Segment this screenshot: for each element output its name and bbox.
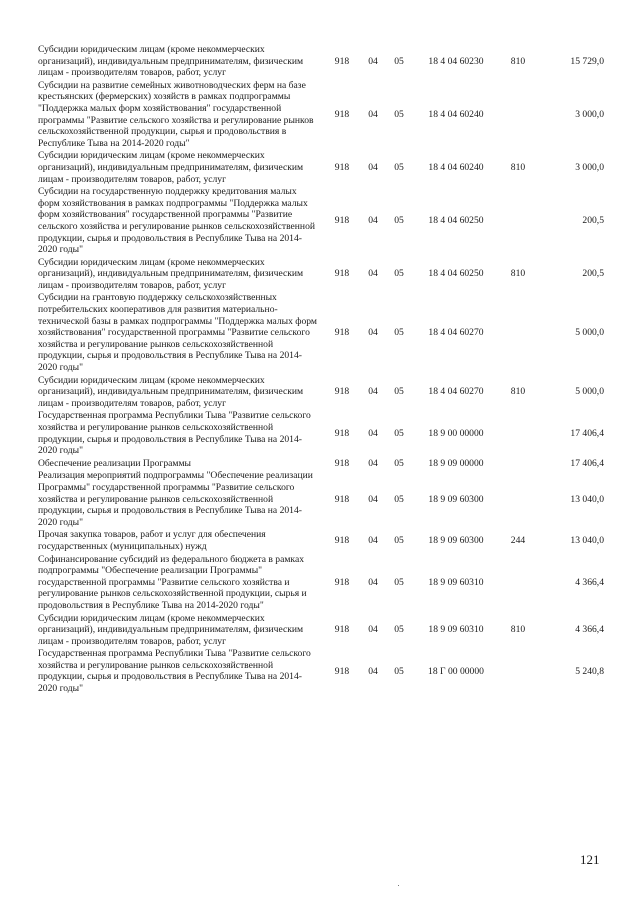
row-expense-type-code: 810 [510,55,526,67]
row-ministry-code: 918 [334,386,350,398]
row-ministry-code: 918 [334,215,350,227]
row-section-code: 04 [368,576,378,588]
row-amount: 4 366,4 [575,576,604,588]
row-subsection-code: 05 [394,327,404,339]
row-subsection-code: 05 [394,215,404,227]
row-target-code: 18 9 09 60310 [428,624,484,636]
row-target-code: 18 4 04 60250 [428,215,484,227]
row-expense-type-code [500,80,536,151]
row-amount: 5 000,0 [575,386,604,398]
table-row [38,529,604,553]
row-amount: 13 040,0 [570,535,604,547]
row-ministry-code: 918 [334,665,350,677]
row-amount: 5 240,8 [575,665,604,677]
row-subsection-code: 05 [394,108,404,120]
row-expense-type-code [500,458,536,471]
row-ministry-code: 918 [334,327,350,339]
row-section-code: 04 [368,55,378,67]
row-target-code: 18 9 09 60300 [428,535,484,547]
row-ministry-code: 918 [334,457,350,469]
row-expense-type-code: 810 [510,161,526,173]
row-target-code: 18 4 04 60250 [428,268,484,280]
row-section-code: 04 [368,427,378,439]
row-ministry-code: 918 [334,624,350,636]
budget-table [38,44,604,696]
row-section-code: 04 [368,535,378,547]
row-description: Субсидии на государственную поддержку кредитования малых форм хозяйствования в рамках подпрограммы "Поддержка малых форм хозяйствования" государственной программы "Развитие сельского хозяйства и регулирование рынков сельскохозяйственной продукции, сырья и продовольствия в Республике Тыва на 2014-2020 годы" [38,186,315,256]
table-row [38,292,604,374]
row-expense-type-code [500,410,536,457]
table-row [38,648,604,695]
page-number: 121 [580,852,600,867]
row-subsection-code: 05 [394,161,404,173]
row-section-code: 04 [368,161,378,173]
row-description: Субсидии юридическим лицам (кроме некоммерческих организаций), индивидуальным предпринимателям, физическим лицам - производителям товаров, работ, услуг [38,256,304,291]
row-amount: 200,5 [582,268,604,280]
row-description: Субсидии юридическим лицам (кроме некоммерческих организаций), индивидуальным предпринимателям, физическим лицам - производителям товаров, работ, услуг [38,612,304,647]
row-subsection-code: 05 [394,624,404,636]
row-section-code: 04 [368,457,378,469]
row-amount: 3 000,0 [575,108,604,120]
table-row [38,613,604,649]
row-subsection-code: 05 [394,665,404,677]
row-amount: 5 000,0 [575,327,604,339]
row-amount: 17 406,4 [570,427,604,439]
row-subsection-code: 05 [394,457,404,469]
row-section-code: 04 [368,108,378,120]
table-body [38,44,604,696]
row-ministry-code: 918 [334,535,350,547]
row-expense-type-code [500,292,536,374]
row-expense-type-code: 810 [510,268,526,280]
row-section-code: 04 [368,327,378,339]
row-description: Государственная программа Республики Тыва "Развитие сельского хозяйства и регулирование рынков сельскохозяйственной продукции, сырья и продовольствия в Республике Тыва на 2014-2020 годы" [38,648,311,695]
row-section-code: 04 [368,268,378,280]
row-description: Субсидии юридическим лицам (кроме некоммерческих организаций), индивидуальным предпринимателям, физическим лицам - производителям товаров, работ, услуг [38,44,304,79]
row-expense-type-code [500,648,536,695]
row-ministry-code: 918 [334,427,350,439]
row-target-code: 18 4 04 60240 [428,108,484,120]
row-ministry-code: 918 [334,108,350,120]
table-row [38,257,604,293]
row-description: Субсидии юридическим лицам (кроме некоммерческих организаций), индивидуальным предпринимателям, физическим лицам - производителям товаров, работ, услуг [38,150,304,185]
row-target-code: 18 Г 00 00000 [428,665,484,677]
table-row [38,80,604,151]
row-amount: 17 406,4 [570,457,604,469]
row-expense-type-code [500,554,536,613]
row-ministry-code: 918 [334,161,350,173]
row-section-code: 04 [368,665,378,677]
table-row [38,470,604,529]
table-row [38,375,604,411]
row-amount: 4 366,4 [575,624,604,636]
row-section-code: 04 [368,386,378,398]
row-subsection-code: 05 [394,427,404,439]
row-subsection-code: 05 [394,386,404,398]
row-subsection-code: 05 [394,576,404,588]
row-ministry-code: 918 [334,55,350,67]
row-target-code: 18 4 04 60230 [428,55,484,67]
table-row [38,150,604,186]
row-subsection-code: 05 [394,55,404,67]
row-description: Государственная программа Республики Тыва "Развитие сельского хозяйства и регулирование рынков сельскохозяйственной продукции, сырья и продовольствия в Республике Тыва на 2014-2020 годы" [38,410,311,457]
row-subsection-code: 05 [394,268,404,280]
row-section-code: 04 [368,493,378,505]
table-row [38,458,604,471]
row-ministry-code: 918 [334,493,350,505]
row-expense-type-code [500,470,536,529]
row-target-code: 18 9 09 60310 [428,576,484,588]
table-row [38,44,604,80]
row-section-code: 04 [368,624,378,636]
row-expense-type-code: 244 [510,535,526,547]
row-description: Софинансирование субсидий из федерального бюджета в рамках подпрограммы "Обеспечение реализации Программы" государственной программы "Развитие сельского хозяйства и регулирование рынков сельскохозяйственной продукции, сырья и продовольствия в Республике Тыва на 2014-2020 годы" [38,553,307,611]
table-row [38,410,604,457]
row-description: Реализация мероприятий подпрограммы "Обеспечение реализации Программы" государственной программы "Развитие сельского хозяйства и регулирование рынков сельскохозяйственной продукции, сырья и продовольствия в Республике Тыва на 2014-2020 годы" [38,470,313,528]
scan-dot [398,885,399,886]
row-description: Субсидии на грантовую поддержку сельскохозяйственных потребительских кооперативов для развития материально-технической базы в рамках подпрограммы "Поддержка малых форм хозяйствования" государственной программы "Развитие сельского хозяйства и регулирование рынков сельскохозяйственной продукции, сырья и продовольствия в Республике Тыва на 2014-2020 годы" [38,292,318,374]
row-subsection-code: 05 [394,535,404,547]
row-ministry-code: 918 [334,268,350,280]
row-amount: 200,5 [582,215,604,227]
row-subsection-code: 05 [394,493,404,505]
row-target-code: 18 9 00 00000 [428,427,484,439]
row-ministry-code: 918 [334,576,350,588]
row-target-code: 18 4 04 60270 [428,327,484,339]
row-description: Субсидии на развитие семейных животноводческих ферм на базе крестьянских (фермерских) хозяйств в рамках подпрограммы "Поддержка малых форм хозяйствования" государственной программы "Развитие сельского хозяйства и регулирование рынков сельскохозяйственной продукции, сырья и продовольствия в Республике Тыва на 2014-2020 годы" [38,79,314,149]
row-target-code: 18 4 04 60270 [428,386,484,398]
row-target-code: 18 4 04 60240 [428,161,484,173]
row-target-code: 18 9 09 00000 [428,457,484,469]
row-description: Субсидии юридическим лицам (кроме некоммерческих организаций), индивидуальным предпринимателям, физическим лицам - производителям товаров, работ, услуг [38,374,304,409]
row-target-code: 18 9 09 60300 [428,493,484,505]
row-expense-type-code: 810 [510,624,526,636]
row-description: Обеспечение реализации Программы [38,457,191,469]
row-description: Прочая закупка товаров, работ и услуг для обеспечения государственных (муниципальных) нужд [38,529,266,552]
row-amount: 3 000,0 [575,161,604,173]
row-expense-type-code [500,186,536,257]
row-section-code: 04 [368,215,378,227]
row-amount: 15 729,0 [570,55,604,67]
row-amount: 13 040,0 [570,493,604,505]
row-expense-type-code: 810 [510,386,526,398]
table-row [38,186,604,257]
table-row [38,554,604,613]
